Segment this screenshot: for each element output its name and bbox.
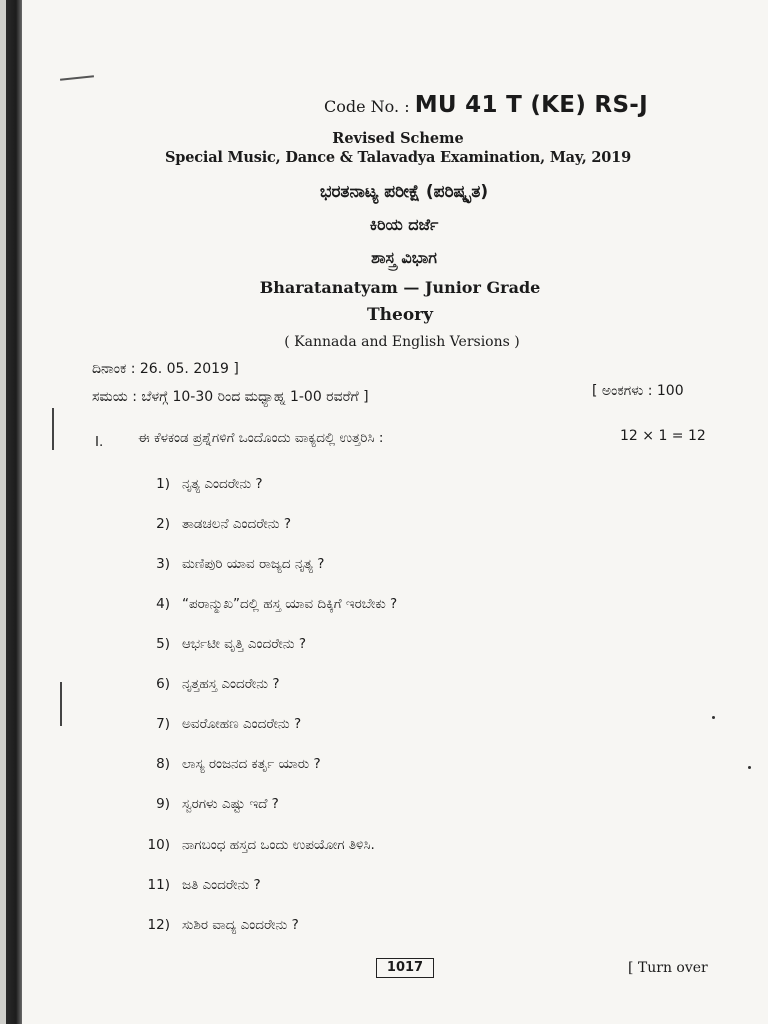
question-number: 11) (147, 877, 170, 893)
question-item (140, 756, 321, 772)
question-item (140, 516, 291, 532)
ink-dot (712, 716, 715, 719)
question-item (140, 917, 299, 933)
question-item (140, 556, 324, 572)
question-number: 10) (147, 837, 170, 853)
question-item (140, 596, 397, 612)
question-text: ಸ್ವರಗಳು ಎಷ್ಟು ಇದೆ ? (182, 796, 279, 812)
question-number: 1) (156, 476, 170, 492)
question-item (140, 877, 261, 893)
question-number: 12) (147, 917, 170, 933)
subject-title: Bharatanatyam — Junior Grade (259, 278, 541, 297)
kannada-section: ಶಾಸ್ತ್ರ ವಿಭಾಗ (371, 248, 437, 267)
section-number: I. (95, 434, 104, 450)
paper-type: Theory (367, 305, 433, 325)
page-number-box: 1017 (376, 958, 434, 978)
question-text: ತಾಡಚಲನೆ ಎಂದರೇನು ? (182, 516, 292, 532)
code-value: MU 41 T (KE) RS-J (414, 92, 649, 118)
question-item (140, 837, 375, 853)
exam-time: ಸಮಯ : ಬೆಳಗ್ಗೆ 10-30 ರಿಂದ ಮಧ್ಯಾಹ್ನ 1-00 ರವರೆಗೆ ] (92, 389, 369, 405)
exam-date: ದಿನಾಂಕ : 26. 05. 2019 ] (92, 361, 239, 377)
question-text: ನೃತ್ತಹಸ್ತ ಎಂದರೇನು ? (182, 676, 280, 692)
question-text: ಜತಿ ಎಂದರೇನು ? (182, 877, 261, 893)
question-number: 2) (156, 516, 170, 532)
question-number: 5) (156, 636, 170, 652)
turn-over-note: [ Turn over (628, 960, 708, 976)
question-text: “ಪರಾನ್ಮುಖ”ದಲ್ಲಿ ಹಸ್ತ ಯಾವ ದಿಕ್ಕಿಗೆ ಇರಬೇಕು ? (182, 596, 398, 612)
question-text: ಲಾಸ್ಯ ರಂಜನದ ಕರ್ತೃ ಯಾರು ? (182, 756, 321, 772)
section-marks: 12 × 1 = 12 (620, 428, 706, 444)
versions-note: ( Kannada and English Versions ) (284, 334, 520, 350)
question-item (140, 636, 306, 652)
code-label: Code No. : (324, 97, 410, 116)
question-number: 6) (156, 676, 170, 692)
kannada-title: ಭರತನಾಟ್ಯ ಪರೀಕ್ಷೆ (ಪರಿಷ್ಕೃತ) (319, 182, 489, 202)
margin-bar-mark (52, 408, 54, 450)
question-item (140, 476, 263, 492)
scheme-label: Revised Scheme (332, 130, 464, 147)
question-text: ಮಣಿಪುರಿ ಯಾವ ರಾಜ್ಯದ ನೃತ್ಯ ? (182, 556, 325, 572)
question-text: ನೃತ್ಯ ಎಂದರೇನು ? (182, 476, 263, 492)
question-item (140, 676, 280, 692)
total-marks: [ ಅಂಕಗಳು : 100 (592, 383, 684, 399)
ink-dot (748, 766, 751, 769)
question-text: ಅವರೋಹಣ ಎಂದರೇನು ? (182, 716, 302, 732)
question-item (140, 796, 279, 812)
code-number (324, 92, 648, 118)
question-number: 4) (156, 596, 170, 612)
section-instruction: ಈ ಕೆಳಕಂಡ ಪ್ರಶ್ನೆಗಳಿಗೆ ಒಂದೊಂದು ವಾಕ್ಯದಲ್ಲಿ ಉತ್ತರಿಸಿ : (138, 430, 384, 446)
question-number: 7) (156, 716, 170, 732)
question-item (140, 716, 301, 732)
question-number: 9) (156, 796, 170, 812)
question-text: ಆರ್ಭಟೀ ವೃತ್ತಿ ಎಂದರೇನು ? (182, 636, 307, 652)
question-number: 3) (156, 556, 170, 572)
margin-bar-mark (60, 682, 62, 726)
exam-title: Special Music, Dance & Talavadya Examination, May, 2019 (165, 149, 631, 166)
question-text: ನಾಗಬಂಧ ಹಸ್ತದ ಒಂದು ಉಪಯೋಗ ತಿಳಿಸಿ. (182, 837, 375, 853)
kannada-grade: ಕಿರಿಯ ದರ್ಜೆ (369, 215, 439, 234)
question-text: ಸುಶಿರ ವಾದ್ಯ ಎಂದರೇನು ? (182, 917, 299, 933)
question-number: 8) (156, 756, 170, 772)
